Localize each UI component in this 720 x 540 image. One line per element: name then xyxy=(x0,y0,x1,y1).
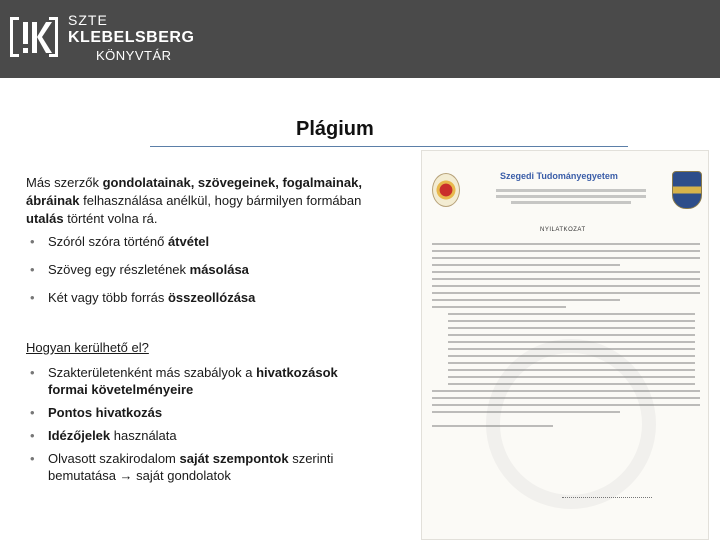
logo-line-klebelsberg: KLEBELSBERG xyxy=(68,29,195,46)
document-heading: NYILATKOZAT xyxy=(540,227,586,233)
avoidance-question: Hogyan kerülhető el? xyxy=(26,340,149,355)
declaration-document-image xyxy=(421,150,709,540)
list-item: • Szöveg egy részletének másolása xyxy=(30,261,255,279)
library-logo-text xyxy=(68,12,194,64)
document-body xyxy=(432,243,700,432)
intro-paragraph: Más szerzők gondolatainak, szövegeinek, fogalmainak, ábráinak felhasználása anélkül, hogy bármilyen formában utalás történt volna rá. xyxy=(26,175,362,226)
document-letterhead xyxy=(422,161,709,211)
list-item: • Idézőjelek használata xyxy=(30,427,390,444)
list-item: • Olvasott szakirodalom saját szempontok szerinti bemutatása → saját gondolatok xyxy=(30,450,390,484)
title-divider xyxy=(150,146,628,147)
letterhead-lines xyxy=(496,189,646,207)
logo-line-konyvtar: KÖNYVTÁR xyxy=(96,48,172,63)
coat-of-arms-icon xyxy=(432,173,460,207)
plagiarism-forms-list xyxy=(30,233,255,317)
document-university-name: Szegedi Tudományegyetem xyxy=(500,171,618,181)
signature-line xyxy=(562,497,652,498)
avoidance-list xyxy=(30,364,390,490)
list-item: • Két vagy több forrás összeollózása xyxy=(30,289,255,307)
list-item: • Szóról szóra történő átvétel xyxy=(30,233,255,251)
list-item: • Pontos hivatkozás xyxy=(30,404,390,421)
header-band xyxy=(0,0,720,78)
list-item: • Szakterületenként más szabályok a hivatkozások formai követelményeire xyxy=(30,364,390,398)
logo-line-szte: SZTE xyxy=(68,12,108,28)
page-title: Plágium xyxy=(296,118,374,140)
library-logo-icon xyxy=(8,14,60,60)
faculty-crest-icon xyxy=(672,171,702,209)
